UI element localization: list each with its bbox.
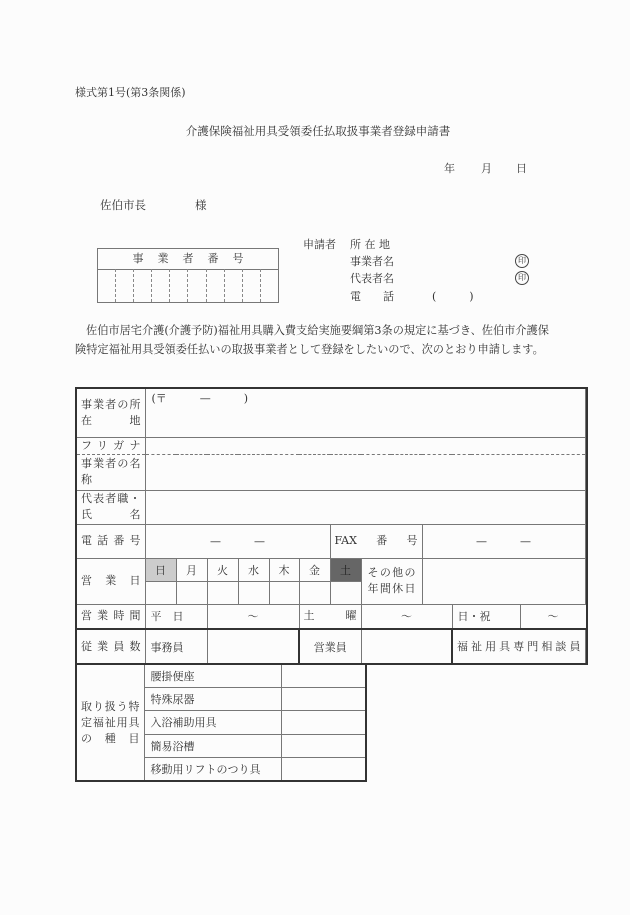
holiday-label: 日・祝 xyxy=(452,604,520,629)
address-row xyxy=(76,388,587,437)
applicant-phone-parens: ( ) xyxy=(432,290,474,303)
representative-row xyxy=(76,490,587,524)
addressee: 佐伯市長 xyxy=(100,198,146,212)
digit-cell[interactable] xyxy=(98,269,116,302)
staff-row xyxy=(76,629,587,664)
day-mark-saturday[interactable] xyxy=(330,581,361,604)
sales-staff-label: 営業員 xyxy=(299,629,361,664)
equipment-row xyxy=(76,664,366,687)
business-days-header-row xyxy=(76,558,587,581)
fax-field[interactable]: — — xyxy=(422,524,585,558)
furigana-field[interactable] xyxy=(145,437,585,454)
digit-cell[interactable] xyxy=(134,269,152,302)
digit-cell[interactable] xyxy=(207,269,225,302)
specialist-field[interactable] xyxy=(585,629,587,664)
applicant-address-label: 所 在 地 xyxy=(350,238,390,251)
date-month-label: 月 xyxy=(481,162,492,175)
form-title: 介護保険福祉用具受領委任払取扱事業者登録申請書 xyxy=(185,124,451,138)
seal-icon: 印 xyxy=(515,271,529,285)
day-thursday: 木 xyxy=(269,558,299,581)
weekday-hours-field[interactable]: ～ xyxy=(207,604,299,629)
equipment-check-field[interactable] xyxy=(281,757,366,781)
applicant-label: 申請者 xyxy=(303,238,336,251)
day-mark-wednesday[interactable] xyxy=(238,581,269,604)
day-wednesday: 水 xyxy=(238,558,269,581)
equipment-check-field[interactable] xyxy=(281,734,366,757)
saturday-label: 土 曜 xyxy=(299,604,361,629)
equipment-check-field[interactable] xyxy=(281,687,366,710)
business-hours-label: 営業時間 xyxy=(76,604,145,629)
furigana-row xyxy=(76,437,587,454)
digit-cell[interactable] xyxy=(243,269,261,302)
business-number-label: 事業者番号 xyxy=(98,249,278,270)
equipment-types-label: 取り扱う特定福祉用具の種目 xyxy=(76,664,144,781)
equipment-item: 移動用リフトのつり具 xyxy=(144,757,281,781)
fax-label: FAX番号 xyxy=(330,524,422,558)
honorific: 様 xyxy=(195,198,207,212)
weekday-label: 平 日 xyxy=(145,604,207,629)
equipment-check-field[interactable] xyxy=(281,710,366,734)
digit-cell[interactable] xyxy=(188,269,206,302)
day-mark-monday[interactable] xyxy=(176,581,207,604)
applicant-phone-label: 電 話 xyxy=(350,290,394,303)
day-mark-sunday[interactable] xyxy=(145,581,176,604)
application-table xyxy=(75,387,588,665)
representative-field[interactable] xyxy=(145,490,585,524)
furigana-label: フリガナ xyxy=(76,437,145,454)
equipment-check-field[interactable] xyxy=(281,664,366,687)
phone-row xyxy=(76,524,587,558)
sales-staff-field[interactable] xyxy=(361,629,452,664)
business-days-label: 営業日 xyxy=(76,558,145,604)
date-year-label: 年 xyxy=(444,162,455,175)
business-name-field[interactable] xyxy=(145,454,585,490)
address-label: 事業者の所在地 xyxy=(76,388,145,437)
day-mark-thursday[interactable] xyxy=(269,581,299,604)
seal-icon: 印 xyxy=(515,254,529,268)
business-number-box xyxy=(97,248,279,303)
digit-cell[interactable] xyxy=(261,269,278,302)
digit-cell[interactable] xyxy=(116,269,134,302)
day-monday: 月 xyxy=(176,558,207,581)
equipment-item: 特殊尿器 xyxy=(144,687,281,710)
phone-field[interactable]: — — xyxy=(145,524,330,558)
business-hours-row xyxy=(76,604,587,629)
day-saturday: 土 xyxy=(330,558,361,581)
representative-label: 代表者職・氏名 xyxy=(76,490,145,524)
form-number: 様式第1号(第3条関係) xyxy=(75,86,186,99)
address-field[interactable] xyxy=(145,388,585,437)
applicant-business-name-label: 事業者名 xyxy=(350,255,394,268)
equipment-table xyxy=(75,663,367,782)
office-staff-label: 事務員 xyxy=(145,629,207,664)
specialist-label: 福祉用具専門相談員 xyxy=(452,629,585,664)
business-name-label: 事業者の名称 xyxy=(76,454,145,490)
day-tuesday: 火 xyxy=(207,558,238,581)
intro-text: 佐伯市居宅介護(介護予防)福祉用具購入費支給実施要綱第3条の規定に基づき、佐伯市介護保険特定福祉用具受領委任払いの取扱事業者として登録をしたいので、次のとおり申請します。 xyxy=(75,324,549,356)
business-number-cells[interactable] xyxy=(98,269,278,302)
day-friday: 金 xyxy=(299,558,330,581)
equipment-item: 入浴補助用具 xyxy=(144,710,281,734)
equipment-item: 簡易浴槽 xyxy=(144,734,281,757)
business-name-row xyxy=(76,454,587,490)
staff-count-label: 従業員数 xyxy=(76,629,145,664)
phone-label: 電話番号 xyxy=(76,524,145,558)
saturday-hours-field[interactable]: ～ xyxy=(361,604,452,629)
other-holidays-field[interactable] xyxy=(422,558,585,604)
postal-code-template: (〒 — ) xyxy=(151,392,249,405)
equipment-item: 腰掛便座 xyxy=(144,664,281,687)
digit-cell[interactable] xyxy=(225,269,243,302)
day-sunday: 日 xyxy=(145,558,176,581)
day-mark-friday[interactable] xyxy=(299,581,330,604)
holiday-hours-field[interactable]: ～ xyxy=(520,604,587,629)
applicant-representative-label: 代表者名 xyxy=(350,272,394,285)
date-day-label: 日 xyxy=(516,162,527,175)
digit-cell[interactable] xyxy=(152,269,170,302)
office-staff-field[interactable] xyxy=(207,629,299,664)
day-mark-tuesday[interactable] xyxy=(207,581,238,604)
digit-cell[interactable] xyxy=(170,269,188,302)
other-holidays-label: その他の年間休日 xyxy=(361,558,422,604)
